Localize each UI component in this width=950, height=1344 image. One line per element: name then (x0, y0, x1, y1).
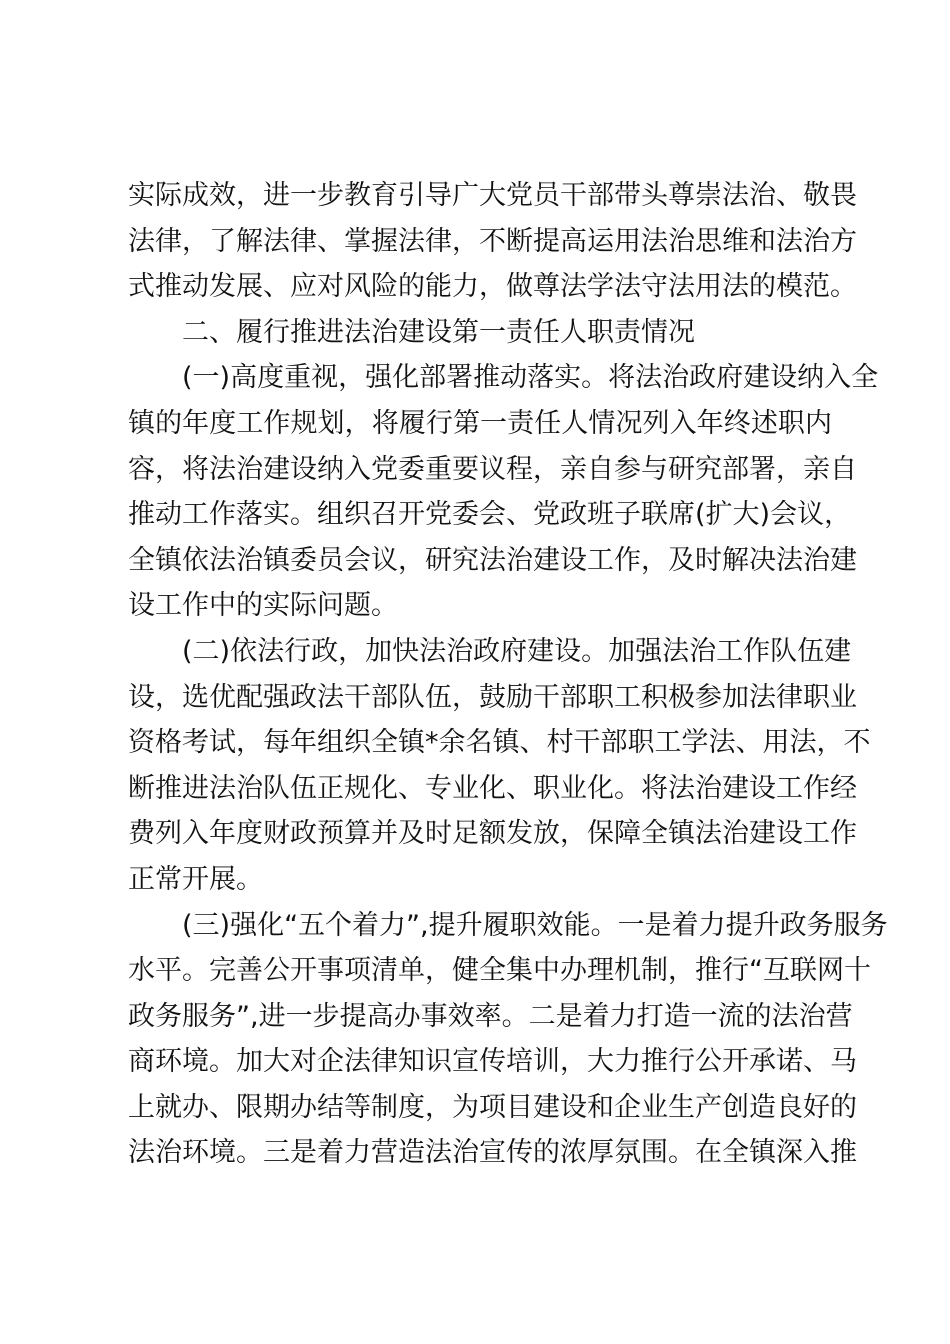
text-line: 断推进法治队伍正规化、专业化、职业化。将法治建设工作经 (128, 772, 857, 804)
text-line: 容，将法治建设纳入党委重要议程，亲自参与研究部署，亲自 (128, 453, 857, 485)
text-line: 法律，了解法律、掌握法律，不断提高运用法治思维和法治方 (128, 225, 857, 257)
text-line: 推动工作落实。组织召开党委会、党政班子联席(扩大)会议， (128, 499, 852, 531)
text-line: 政务服务”,进一步提高办事效率。二是着力打造一流的法治营 (128, 1000, 853, 1032)
document-body (128, 173, 888, 1176)
text-line: 二、履行推进法治建设第一责任人职责情况 (182, 316, 695, 348)
text-line: 式推动发展、应对风险的能力，做尊法学法守法用法的模范。 (128, 271, 857, 303)
text-line: 法治环境。三是着力营造法治宣传的浓厚氛围。在全镇深入推 (128, 1137, 857, 1169)
text-line: 费列入年度财政预算并及时足额发放，保障全镇法治建设工作 (128, 818, 857, 850)
text-line: 正常开展。 (128, 863, 263, 895)
text-line: 水平。完善公开事项清单，健全集中办理机制，推行“互联网十 (128, 955, 871, 987)
text-line: (三)强化“五个着力”,提升履职效能。一是着力提升政务服务 (182, 909, 888, 941)
text-line: 资格考试，每年组织全镇*余名镇、村干部职工学法、用法，不 (128, 727, 871, 759)
text-line: (一)高度重视，强化部署推动落实。将法治政府建设纳入全 (182, 362, 879, 394)
text-line: (二)依法行政，加快法治政府建设。加强法治工作队伍建 (182, 635, 852, 667)
text-line: 商环境。加大对企法律知识宣传培训，大力推行公开承诺、马 (128, 1046, 857, 1078)
text-line: 全镇依法治镇委员会议，研究法治建设工作，及时解决法治建 (128, 544, 857, 576)
text-line: 上就办、限期办结等制度，为项目建设和企业生产创造良好的 (128, 1091, 857, 1123)
text-line: 设，选优配强政法干部队伍，鼓励干部职工积极参加法律职业 (128, 681, 857, 713)
text-line: 设工作中的实际问题。 (128, 590, 398, 622)
text-line: 实际成效，进一步教育引导广大党员干部带头尊崇法治、敬畏 (128, 180, 857, 211)
text-line: 镇的年度工作规划，将履行第一责任人情况列入年终述职内 (128, 407, 832, 439)
